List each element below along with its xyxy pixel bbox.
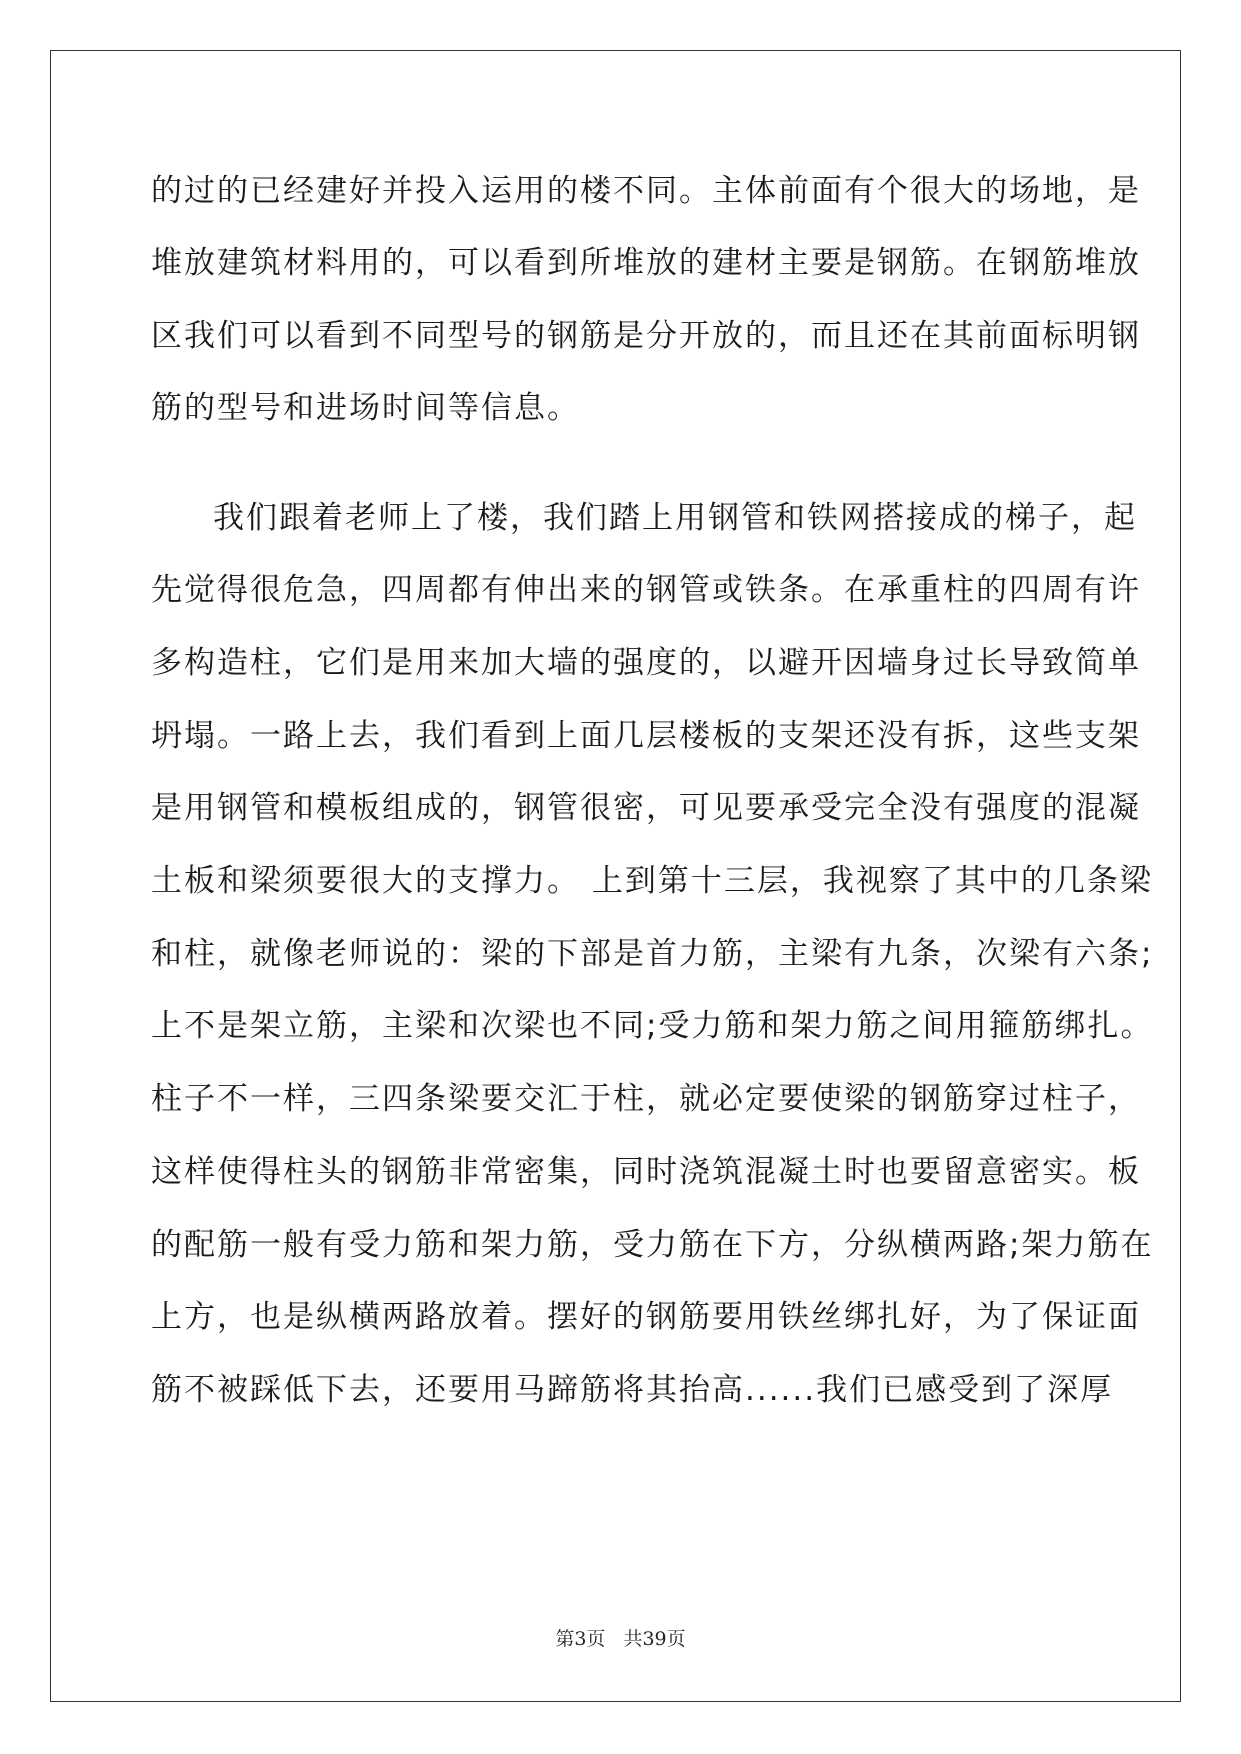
text-line: 筋的型号和进场时间等信息。 bbox=[151, 390, 580, 426]
page-total: 共39页 bbox=[623, 1628, 686, 1650]
text-line: 我们跟着老师上了楼，我们踏上用钢管和铁网搭接成的梯子，起 bbox=[213, 500, 1137, 536]
page-footer bbox=[0, 1624, 1241, 1651]
text-line: 先觉得很危急，四周都有伸出来的钢管或铁条。在承重柱的四周有许 bbox=[151, 572, 1141, 608]
text-line: 上方，也是纵横两路放着。摆好的钢筋要用铁丝绑扎好，为了保证面 bbox=[151, 1299, 1141, 1335]
page-number: 第3页 bbox=[555, 1628, 606, 1650]
text-line: 多构造柱，它们是用来加大墙的强度的，以避开因墙身过长导致简单 bbox=[151, 645, 1141, 681]
text-line: 这样使得柱头的钢筋非常密集，同时浇筑混凝土时也要留意密实。板 bbox=[151, 1154, 1141, 1190]
text-line: 柱子不一样，三四条梁要交汇于柱，就必定要使梁的钢筋穿过柱子， bbox=[151, 1081, 1141, 1117]
text-line: 区我们可以看到不同型号的钢筋是分开放的，而且还在其前面标明钢 bbox=[151, 318, 1141, 354]
text-line: 和柱，就像老师说的：梁的下部是首力筋，主梁有九条，次梁有六条; bbox=[151, 936, 1154, 972]
text-line: 筋不被踩低下去，还要用马蹄筋将其抬高......我们已感受到了深厚 bbox=[151, 1372, 1114, 1408]
text-line: 的配筋一般有受力筋和架力筋，受力筋在下方，分纵横两路;架力筋在 bbox=[151, 1227, 1154, 1263]
text-line: 堆放建筑材料用的，可以看到所堆放的建材主要是钢筋。在钢筋堆放 bbox=[151, 245, 1141, 281]
text-line: 坍塌。一路上去，我们看到上面几层楼板的支架还没有拆，这些支架 bbox=[151, 718, 1141, 754]
text-line: 土板和梁须要很大的支撑力。 上到第十三层，我视察了其中的几条梁 bbox=[151, 863, 1153, 899]
text-line: 是用钢管和模板组成的，钢管很密，可见要承受完全没有强度的混凝 bbox=[151, 790, 1141, 826]
text-line: 上不是架立筋，主梁和次梁也不同;受力筋和架力筋之间用箍筋绑扎。 bbox=[151, 1008, 1154, 1044]
text-line: 的过的已经建好并投入运用的楼不同。主体前面有个很大的场地，是 bbox=[151, 173, 1141, 209]
